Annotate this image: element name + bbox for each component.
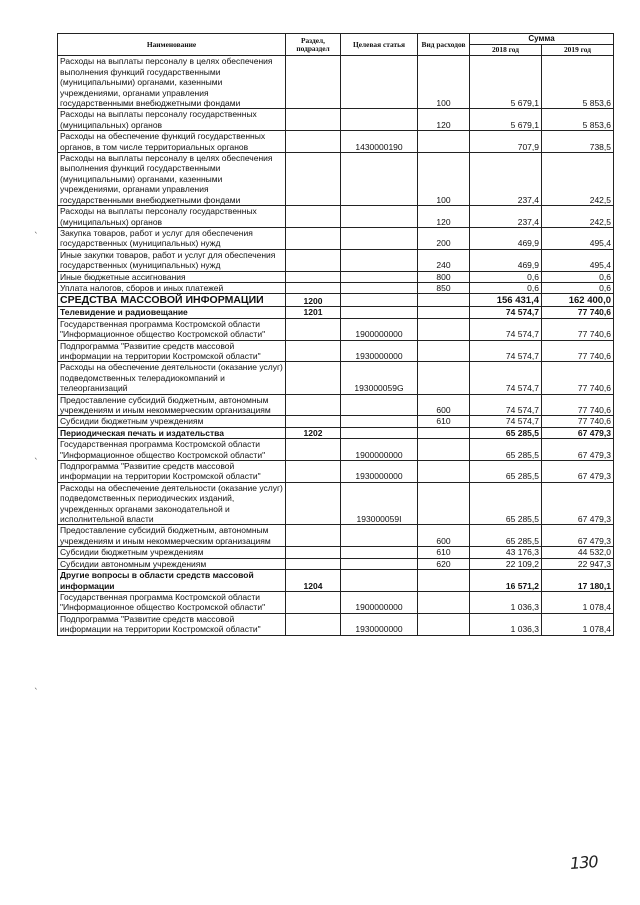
row-kind xyxy=(418,591,470,613)
row-section xyxy=(286,206,341,228)
row-target: 1930000000 xyxy=(341,340,418,362)
row-amount-2018: 237,4 xyxy=(470,153,542,206)
row-kind xyxy=(418,427,470,438)
table-row xyxy=(58,427,614,438)
row-name: Уплата налогов, сборов и иных платежей xyxy=(58,282,286,293)
row-target xyxy=(341,558,418,569)
row-target xyxy=(341,227,418,249)
row-kind: 120 xyxy=(418,206,470,228)
header-kind: Вид расходов xyxy=(418,34,470,56)
row-kind xyxy=(418,362,470,394)
row-target xyxy=(341,294,418,307)
table-row xyxy=(58,394,614,416)
row-target xyxy=(341,416,418,427)
table-row xyxy=(58,56,614,109)
row-amount-2019: 1 078,4 xyxy=(542,613,614,635)
row-kind: 200 xyxy=(418,227,470,249)
table-row xyxy=(58,547,614,558)
row-kind: 120 xyxy=(418,109,470,131)
row-section: 1201 xyxy=(286,307,341,318)
row-target xyxy=(341,271,418,282)
row-section xyxy=(286,318,341,340)
row-name: Субсидии бюджетным учреждениям xyxy=(58,547,286,558)
row-section xyxy=(286,558,341,569)
row-amount-2019: 44 532,0 xyxy=(542,547,614,558)
row-amount-2018: 237,4 xyxy=(470,206,542,228)
row-amount-2019: 495,4 xyxy=(542,227,614,249)
row-section xyxy=(286,525,341,547)
row-name: СРЕДСТВА МАССОВОЙ ИНФОРМАЦИИ xyxy=(58,294,286,307)
table-row xyxy=(58,482,614,525)
row-target xyxy=(341,109,418,131)
row-name: Расходы на выплаты персоналу государственных (муниципальных) органов xyxy=(58,109,286,131)
margin-tick-mark: ` xyxy=(34,458,39,468)
row-section xyxy=(286,340,341,362)
table-row xyxy=(58,439,614,461)
row-target xyxy=(341,427,418,438)
row-amount-2019: 77 740,6 xyxy=(542,362,614,394)
budget-table xyxy=(57,33,614,636)
handwritten-page-number: 130 xyxy=(569,852,599,873)
row-target xyxy=(341,307,418,318)
row-name: Государственная программа Костромской области "Информационное общество Костромской области" xyxy=(58,591,286,613)
table-row xyxy=(58,227,614,249)
row-target: 1930000000 xyxy=(341,613,418,635)
row-section xyxy=(286,394,341,416)
row-amount-2019: 162 400,0 xyxy=(542,294,614,307)
row-amount-2019: 67 479,3 xyxy=(542,427,614,438)
row-amount-2018: 0,6 xyxy=(470,271,542,282)
row-amount-2019: 1 078,4 xyxy=(542,591,614,613)
row-name: Государственная программа Костромской области "Информационное общество Костромской области" xyxy=(58,318,286,340)
row-name: Государственная программа Костромской области "Информационное общество Костромской области" xyxy=(58,439,286,461)
row-name: Субсидии бюджетным учреждениям xyxy=(58,416,286,427)
row-amount-2019: 17 180,1 xyxy=(542,570,614,592)
row-amount-2018: 1 036,3 xyxy=(470,591,542,613)
table-body xyxy=(58,56,614,635)
row-amount-2019: 738,5 xyxy=(542,131,614,153)
row-amount-2018: 74 574,7 xyxy=(470,416,542,427)
row-amount-2019: 242,5 xyxy=(542,153,614,206)
row-section xyxy=(286,109,341,131)
row-amount-2018: 43 176,3 xyxy=(470,547,542,558)
table-row xyxy=(58,294,614,307)
row-name: Телевидение и радиовещание xyxy=(58,307,286,318)
row-kind: 850 xyxy=(418,282,470,293)
row-amount-2019: 77 740,6 xyxy=(542,416,614,427)
row-target: 1900000000 xyxy=(341,439,418,461)
header-target: Целевая статья xyxy=(341,34,418,56)
row-target xyxy=(341,547,418,558)
table-row xyxy=(58,340,614,362)
table-row xyxy=(58,416,614,427)
table-row xyxy=(58,307,614,318)
row-target xyxy=(341,282,418,293)
row-kind: 610 xyxy=(418,547,470,558)
row-amount-2019: 495,4 xyxy=(542,249,614,271)
row-kind xyxy=(418,439,470,461)
row-kind xyxy=(418,613,470,635)
row-kind xyxy=(418,294,470,307)
row-amount-2018: 469,9 xyxy=(470,227,542,249)
row-amount-2019: 242,5 xyxy=(542,206,614,228)
row-target xyxy=(341,394,418,416)
row-name: Предоставление субсидий бюджетным, автономным учреждениям и иным некоммерческим организациям xyxy=(58,525,286,547)
row-kind: 100 xyxy=(418,153,470,206)
row-section xyxy=(286,227,341,249)
row-section xyxy=(286,271,341,282)
row-amount-2019: 67 479,3 xyxy=(542,482,614,525)
row-amount-2018: 1 036,3 xyxy=(470,613,542,635)
row-section xyxy=(286,56,341,109)
budget-table-sheet xyxy=(57,33,613,636)
table-row xyxy=(58,109,614,131)
row-section xyxy=(286,613,341,635)
row-kind xyxy=(418,570,470,592)
table-row xyxy=(58,206,614,228)
row-name: Периодическая печать и издательства xyxy=(58,427,286,438)
row-amount-2019: 67 479,3 xyxy=(542,461,614,483)
table-row xyxy=(58,271,614,282)
row-name: Расходы на выплаты персоналу государственных (муниципальных) органов xyxy=(58,206,286,228)
row-amount-2018: 22 109,2 xyxy=(470,558,542,569)
row-amount-2018: 65 285,5 xyxy=(470,482,542,525)
row-name: Иные закупки товаров, работ и услуг для обеспечения государственных (муниципальных) нужд xyxy=(58,249,286,271)
row-amount-2019: 67 479,3 xyxy=(542,439,614,461)
row-target: 1900000000 xyxy=(341,591,418,613)
margin-tick-mark: ` xyxy=(34,688,39,698)
row-kind xyxy=(418,482,470,525)
row-section xyxy=(286,131,341,153)
row-name: Расходы на обеспечение деятельности (оказание услуг) подведомственных периодических изданий, учрежденных органами законодательной и исполнительной власти xyxy=(58,482,286,525)
table-row xyxy=(58,461,614,483)
row-amount-2019: 77 740,6 xyxy=(542,307,614,318)
row-section xyxy=(286,461,341,483)
header-year-2019: 2019 год xyxy=(542,45,614,56)
table-row xyxy=(58,525,614,547)
row-amount-2018: 65 285,5 xyxy=(470,439,542,461)
row-amount-2019: 0,6 xyxy=(542,271,614,282)
row-name: Подпрограмма "Развитие средств массовой информации на территории Костромской области" xyxy=(58,613,286,635)
row-amount-2018: 5 679,1 xyxy=(470,109,542,131)
row-amount-2018: 469,9 xyxy=(470,249,542,271)
row-section xyxy=(286,482,341,525)
margin-tick-mark: ` xyxy=(34,232,39,242)
row-amount-2018: 16 571,2 xyxy=(470,570,542,592)
row-kind: 240 xyxy=(418,249,470,271)
row-amount-2019: 77 740,6 xyxy=(542,340,614,362)
header-name: Наименование xyxy=(58,34,286,56)
row-amount-2019: 77 740,6 xyxy=(542,394,614,416)
table-row xyxy=(58,318,614,340)
row-section xyxy=(286,153,341,206)
row-amount-2019: 5 853,6 xyxy=(542,56,614,109)
row-name: Расходы на обеспечение функций государственных органов, в том числе территориальных органов xyxy=(58,131,286,153)
table-row xyxy=(58,613,614,635)
row-name: Подпрограмма "Развитие средств массовой информации на территории Костромской области" xyxy=(58,340,286,362)
row-section: 1202 xyxy=(286,427,341,438)
table-row xyxy=(58,558,614,569)
table-header xyxy=(58,34,614,56)
row-kind xyxy=(418,131,470,153)
row-kind: 100 xyxy=(418,56,470,109)
row-amount-2019: 67 479,3 xyxy=(542,525,614,547)
row-amount-2018: 5 679,1 xyxy=(470,56,542,109)
table-row xyxy=(58,131,614,153)
row-section xyxy=(286,591,341,613)
table-row xyxy=(58,153,614,206)
row-target: 193000059I xyxy=(341,482,418,525)
row-section xyxy=(286,416,341,427)
row-kind: 600 xyxy=(418,394,470,416)
table-row xyxy=(58,591,614,613)
row-name: Расходы на обеспечение деятельности (оказание услуг) подведомственных телерадиокомпаний и телеорганизаций xyxy=(58,362,286,394)
table-row xyxy=(58,570,614,592)
row-name: Подпрограмма "Развитие средств массовой информации на территории Костромской области" xyxy=(58,461,286,483)
row-amount-2019: 22 947,3 xyxy=(542,558,614,569)
row-amount-2018: 65 285,5 xyxy=(470,461,542,483)
row-kind: 620 xyxy=(418,558,470,569)
row-target: 1430000190 xyxy=(341,131,418,153)
row-kind xyxy=(418,318,470,340)
row-kind: 600 xyxy=(418,525,470,547)
row-amount-2018: 74 574,7 xyxy=(470,340,542,362)
row-name: Закупка товаров, работ и услуг для обеспечения государственных (муниципальных) нужд xyxy=(58,227,286,249)
row-amount-2018: 74 574,7 xyxy=(470,362,542,394)
row-amount-2018: 707,9 xyxy=(470,131,542,153)
row-amount-2018: 74 574,7 xyxy=(470,394,542,416)
row-target xyxy=(341,525,418,547)
row-name: Субсидии автономным учреждениям xyxy=(58,558,286,569)
row-kind xyxy=(418,461,470,483)
row-amount-2018: 65 285,5 xyxy=(470,525,542,547)
row-name: Другие вопросы в области средств массовой информации xyxy=(58,570,286,592)
row-amount-2018: 0,6 xyxy=(470,282,542,293)
row-section xyxy=(286,282,341,293)
row-name: Иные бюджетные ассигнования xyxy=(58,271,286,282)
row-target: 1930000000 xyxy=(341,461,418,483)
row-name: Предоставление субсидий бюджетным, автономным учреждениям и иным некоммерческим организациям xyxy=(58,394,286,416)
row-kind: 800 xyxy=(418,271,470,282)
row-section: 1204 xyxy=(286,570,341,592)
row-section xyxy=(286,547,341,558)
row-section xyxy=(286,439,341,461)
row-amount-2019: 5 853,6 xyxy=(542,109,614,131)
row-amount-2018: 65 285,5 xyxy=(470,427,542,438)
row-amount-2019: 77 740,6 xyxy=(542,318,614,340)
row-target xyxy=(341,206,418,228)
row-kind xyxy=(418,307,470,318)
table-row xyxy=(58,282,614,293)
row-amount-2018: 74 574,7 xyxy=(470,307,542,318)
row-target: 193000059G xyxy=(341,362,418,394)
row-target xyxy=(341,56,418,109)
row-amount-2019: 0,6 xyxy=(542,282,614,293)
header-year-2018: 2018 год xyxy=(470,45,542,56)
table-row xyxy=(58,362,614,394)
row-amount-2018: 156 431,4 xyxy=(470,294,542,307)
header-sum: Сумма xyxy=(470,34,614,45)
row-amount-2018: 74 574,7 xyxy=(470,318,542,340)
row-section xyxy=(286,249,341,271)
row-kind: 610 xyxy=(418,416,470,427)
row-target: 1900000000 xyxy=(341,318,418,340)
row-kind xyxy=(418,340,470,362)
header-section: Раздел, подраздел xyxy=(286,34,341,56)
row-target xyxy=(341,249,418,271)
row-section xyxy=(286,362,341,394)
row-target xyxy=(341,153,418,206)
row-name: Расходы на выплаты персоналу в целях обеспечения выполнения функций государственными (муниципальными) органами, казенными учреждениями, органами управления государственными внебюджетными фондами xyxy=(58,56,286,109)
table-row xyxy=(58,249,614,271)
row-target xyxy=(341,570,418,592)
row-name: Расходы на выплаты персоналу в целях обеспечения выполнения функций государственными (муниципальными) органами, казенными учреждениями, органами управления государственными внебюджетными фондами xyxy=(58,153,286,206)
row-section: 1200 xyxy=(286,294,341,307)
